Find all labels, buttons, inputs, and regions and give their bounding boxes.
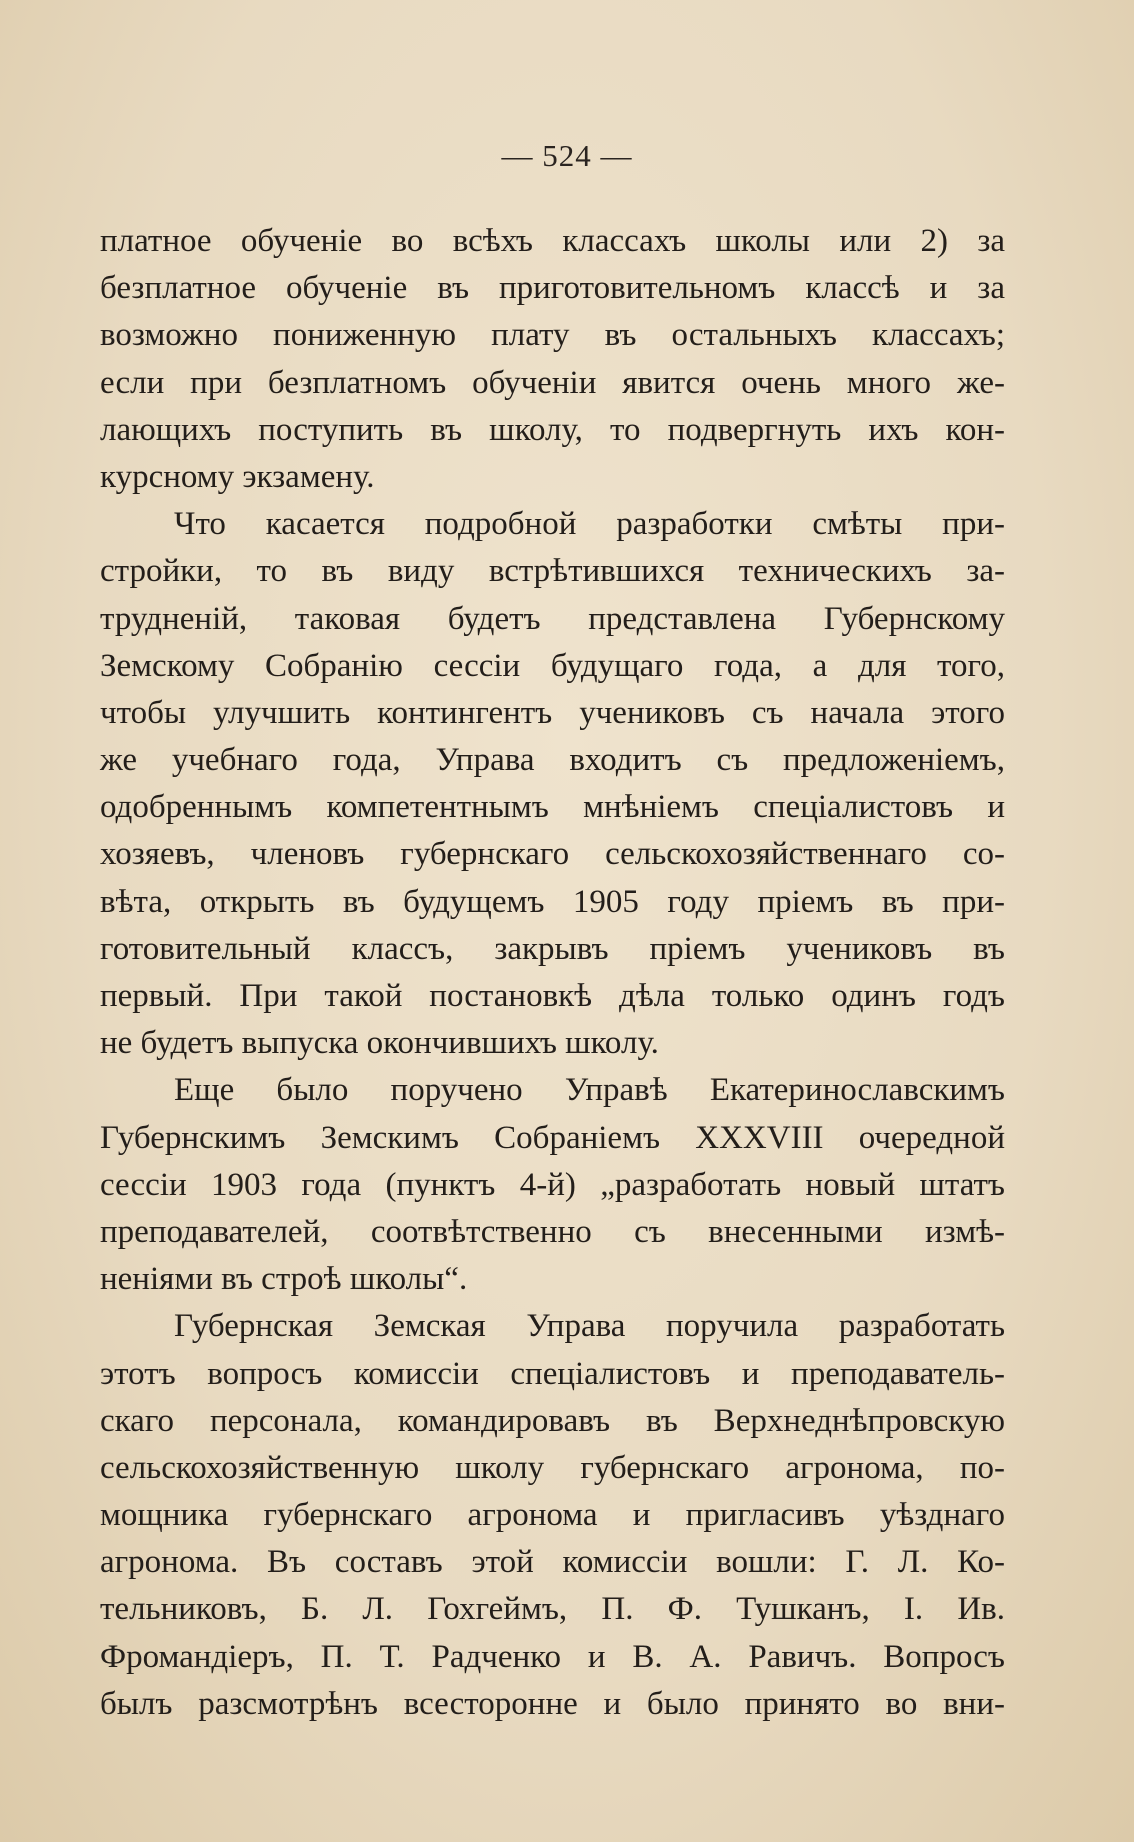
paragraph [100, 218, 1005, 501]
text-line: Фромандіеръ, П. Т. Радченко и В. А. Равичъ. Вопросъ [100, 1638, 1005, 1675]
text-line: готовительный классъ, закрывъ пріемъ учениковъ въ [100, 930, 1005, 967]
text-line: стройки, то въ виду встрѣтившихся техническихъ за- [100, 553, 1005, 590]
text-line: курсному экзамену. [100, 458, 375, 495]
text-line: лающихъ поступить въ школу, то подвергнуть ихъ кон- [100, 411, 1005, 448]
text-line: преподавателей, соотвѣтственно съ внесенными измѣ- [100, 1213, 1005, 1250]
text-line: Земскому Собранію сессіи будущаго года, а для того, [100, 647, 1005, 684]
text-line: хозяевъ, членовъ губернскаго сельскохозяйственнаго со- [100, 836, 1005, 873]
text-line: возможно пониженную плату въ остальныхъ классахъ; [100, 317, 1005, 354]
text-line: Губернскимъ Земскимъ Собраніемъ XXXVIII очередной [100, 1119, 1005, 1156]
text-line: не будетъ выпуска окончившихъ школу. [100, 1025, 659, 1062]
text-line: Еще было поручено Управѣ Екатеринославскимъ [174, 1072, 1005, 1109]
text-line: мощника губернскаго агронома и пригласивъ уѣзднаго [100, 1497, 1005, 1534]
paragraph [100, 1303, 1005, 1728]
text-line: Что касается подробной разработки смѣты при- [174, 506, 1005, 543]
text-line: сессіи 1903 года (пунктъ 4-й) „разработать новый штатъ [100, 1166, 1005, 1203]
text-line: скаго персонала, командировавъ въ Верхнеднѣпровскую [100, 1402, 1005, 1439]
text-line: агронома. Въ составъ этой комиссіи вошли: Г. Л. Ко- [100, 1544, 1005, 1581]
text-line: платное обученіе во всѣхъ классахъ школы или 2) за [100, 223, 1005, 259]
text-line: неніями въ строѣ школы“. [100, 1261, 468, 1298]
text-line: Губернская Земская Управа поручила разработать [174, 1308, 1005, 1345]
paragraph [100, 501, 1005, 1067]
text-line: первый. При такой постановкѣ дѣла только одинъ годъ [100, 978, 1005, 1014]
body-text [100, 218, 1005, 1728]
text-line: вѣта, открыть въ будущемъ 1905 году пріемъ въ при- [100, 883, 1005, 920]
text-line: былъ разсмотрѣнъ всесторонне и было принято во вни- [100, 1685, 1005, 1722]
text-line: трудненій, таковая будетъ представлена Губернскому [100, 600, 1005, 637]
text-line: тельниковъ, Б. Л. Гохгеймъ, П. Ф. Тушканъ, І. Ив. [100, 1591, 1005, 1628]
text-line: сельскохозяйственную школу губернскаго агронома, по- [100, 1449, 1005, 1486]
text-line: если при безплатномъ обученіи явится очень много же- [100, 364, 1005, 401]
text-line: этотъ вопросъ комиссіи спеціалистовъ и преподаватель- [100, 1355, 1005, 1392]
text-line: безплатное обученіе въ приготовительномъ классѣ и за [100, 270, 1005, 307]
text-line: же учебнаго года, Управа входитъ съ предложеніемъ, [100, 742, 1005, 779]
text-line: одобреннымъ компетентнымъ мнѣніемъ спеціалистовъ и [100, 789, 1005, 826]
page-number: — 524 — [501, 138, 633, 173]
paragraph [100, 1067, 1005, 1303]
text-line: чтобы улучшить контингентъ учениковъ съ начала этого [100, 694, 1005, 731]
